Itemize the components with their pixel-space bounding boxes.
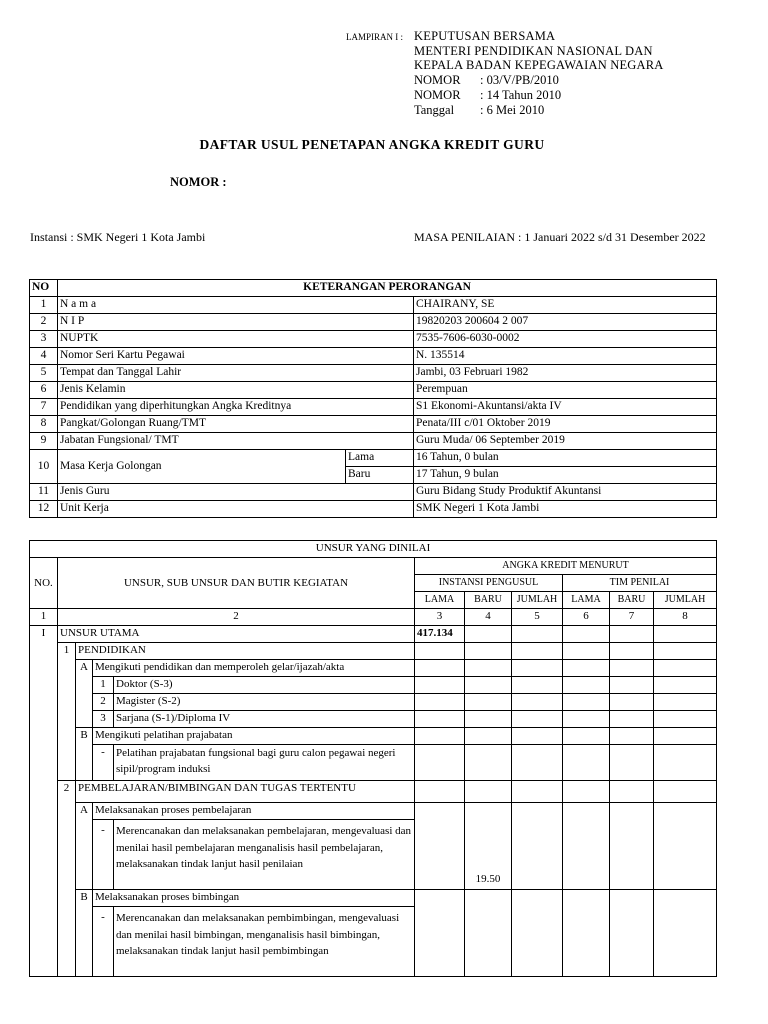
index-cell: 4 — [465, 609, 512, 626]
row-value: Penata/III c/01 Oktober 2019 — [414, 416, 717, 433]
row-no: 3 — [93, 711, 114, 728]
col-jumlah-header: JUMLAH — [654, 592, 717, 609]
masa-kerja-lama-value: 16 Tahun, 0 bulan — [414, 450, 717, 467]
table-row — [30, 450, 717, 467]
cell — [465, 728, 512, 745]
cell — [654, 677, 717, 694]
cell — [465, 660, 512, 677]
cell — [76, 677, 93, 694]
row-label: Pendidikan yang diperhitungkan Angka Kreditnya — [58, 399, 414, 416]
row-no: 9 — [30, 433, 58, 450]
cell — [415, 803, 465, 820]
table-row — [30, 382, 717, 399]
row-label: PEMBELAJARAN/BIMBINGAN DAN TUGAS TERTENTU — [76, 781, 415, 803]
table-row — [30, 331, 717, 348]
table-row — [30, 890, 717, 907]
cell — [563, 711, 610, 728]
row-label: Merencanakan dan melaksanakan pembelajaran, mengevaluasi dan menilai hasil pembelajaran menganalisis hasil pembelajaran, melaksanakan tindak lanjut hasil penilaian — [114, 820, 415, 890]
row-label: PENDIDIKAN — [76, 643, 415, 660]
row-label: Tempat dan Tanggal Lahir — [58, 365, 414, 382]
cell — [30, 803, 58, 820]
row-value: 19820203 200604 2 007 — [414, 314, 717, 331]
cell — [610, 694, 654, 711]
row-letter: B — [76, 890, 93, 907]
row-no: 4 — [30, 348, 58, 365]
cell — [563, 803, 610, 820]
cell — [415, 781, 465, 803]
table-header-row — [30, 541, 717, 558]
cell — [610, 711, 654, 728]
cell — [610, 890, 654, 907]
cell — [76, 820, 93, 890]
cell — [58, 711, 76, 728]
cell — [465, 890, 512, 907]
col-baru-header: BARU — [610, 592, 654, 609]
cell — [58, 907, 76, 977]
ref-key: NOMOR — [414, 88, 461, 102]
cell — [654, 820, 717, 890]
row-label: Jabatan Fungsional/ TMT — [58, 433, 414, 450]
cell — [654, 803, 717, 820]
unsur-utama-value: 417.134 — [415, 626, 465, 643]
cell — [30, 781, 58, 803]
row-label: N I P — [58, 314, 414, 331]
cell — [563, 728, 610, 745]
cell — [30, 694, 58, 711]
ref-key: NOMOR — [414, 73, 461, 87]
row-no: 3 — [30, 331, 58, 348]
cell — [563, 694, 610, 711]
table-row — [30, 907, 717, 977]
row-label: Melaksanakan proses pembelajaran — [93, 803, 415, 820]
table-row — [30, 348, 717, 365]
cell — [654, 643, 717, 660]
cell — [654, 660, 717, 677]
cell — [610, 803, 654, 820]
table-row — [30, 711, 717, 728]
cell — [465, 781, 512, 803]
ref-key: Tanggal — [414, 103, 455, 117]
cell — [654, 626, 717, 643]
cell — [465, 907, 512, 977]
decree-line-1: KEPUTUSAN BERSAMA — [414, 29, 556, 43]
row-label: Jenis Guru — [58, 484, 414, 501]
cell — [512, 677, 563, 694]
row-label: Unit Kerja — [58, 501, 414, 518]
cell — [465, 745, 512, 781]
index-cell: 1 — [30, 609, 58, 626]
cell — [30, 728, 58, 745]
nomor-label: NOMOR : — [170, 175, 227, 189]
masa-kerja-lama-label: Lama — [346, 450, 414, 467]
row-label: Sarjana (S-1)/Diploma IV — [114, 711, 415, 728]
col-keterangan-header: KETERANGAN PERORANGAN — [58, 280, 717, 297]
cell — [30, 711, 58, 728]
assessment-table — [29, 540, 717, 977]
cell — [563, 677, 610, 694]
cell — [610, 643, 654, 660]
cell — [58, 694, 76, 711]
cell — [58, 803, 76, 820]
cell — [415, 660, 465, 677]
row-no: 11 — [30, 484, 58, 501]
cell — [512, 781, 563, 803]
cell — [610, 728, 654, 745]
cell — [610, 745, 654, 781]
cell — [654, 728, 717, 745]
col-no-header: NO. — [30, 558, 58, 609]
table-row — [30, 626, 717, 643]
cell — [512, 711, 563, 728]
row-value: Guru Bidang Study Produktif Akuntansi — [414, 484, 717, 501]
col-lama-header: LAMA — [563, 592, 610, 609]
cell — [563, 820, 610, 890]
row-label: Pangkat/Golongan Ruang/TMT — [58, 416, 414, 433]
cell — [654, 781, 717, 803]
index-row — [30, 609, 717, 626]
table-row — [30, 820, 717, 890]
masa-kerja-baru-value: 17 Tahun, 9 bulan — [414, 467, 717, 484]
cell — [30, 745, 58, 781]
cell — [610, 781, 654, 803]
row-label: Mengikuti pelatihan prajabatan — [93, 728, 415, 745]
table-row — [30, 399, 717, 416]
decree-ref-3 — [414, 103, 544, 118]
col-ak-header: ANGKA KREDIT MENURUT — [415, 558, 717, 575]
row-dash: - — [93, 820, 114, 890]
cell — [512, 643, 563, 660]
cell — [465, 677, 512, 694]
row-label: Magister (S-2) — [114, 694, 415, 711]
row-no: 5 — [30, 365, 58, 382]
row-no: 8 — [30, 416, 58, 433]
table-row — [30, 677, 717, 694]
cell — [610, 820, 654, 890]
cell — [30, 660, 58, 677]
row-no: 1 — [93, 677, 114, 694]
cell — [76, 907, 93, 977]
row-label: Mengikuti pendidikan dan memperoleh gelar/ijazah/akta — [93, 660, 415, 677]
table-row — [30, 643, 717, 660]
row-value: Jambi, 03 Februari 1982 — [414, 365, 717, 382]
table-row — [30, 803, 717, 820]
table-row — [30, 433, 717, 450]
table-row — [30, 297, 717, 314]
table-row — [30, 501, 717, 518]
cell — [563, 626, 610, 643]
ref-value: : 6 Mei 2010 — [480, 103, 545, 117]
cell — [415, 820, 465, 890]
cell — [563, 660, 610, 677]
cell — [512, 626, 563, 643]
index-cell: 8 — [654, 609, 717, 626]
row-label: N a m a — [58, 297, 414, 314]
instansi-text: Instansi : SMK Negeri 1 Kota Jambi — [30, 230, 206, 244]
row-value: Guru Muda/ 06 September 2019 — [414, 433, 717, 450]
index-cell: 6 — [563, 609, 610, 626]
cell — [415, 745, 465, 781]
row-no: 12 — [30, 501, 58, 518]
col-unsur-header: UNSUR, SUB UNSUR DAN BUTIR KEGIATAN — [58, 558, 415, 609]
ref-value: : 03/V/PB/2010 — [480, 73, 559, 87]
row-label: UNSUR UTAMA — [58, 626, 415, 643]
cell — [58, 660, 76, 677]
cell — [415, 711, 465, 728]
row-label: Nomor Seri Kartu Pegawai — [58, 348, 414, 365]
col-no-header: NO — [30, 280, 58, 297]
row-value: SMK Negeri 1 Kota Jambi — [414, 501, 717, 518]
cell — [30, 890, 58, 907]
document-title: DAFTAR USUL PENETAPAN ANGKA KREDIT GURU — [199, 137, 545, 152]
cell — [610, 677, 654, 694]
row-label: Masa Kerja Golongan — [58, 450, 346, 484]
cell — [654, 745, 717, 781]
col-instansi-header: INSTANSI PENGUSUL — [415, 575, 563, 592]
row-value: Perempuan — [414, 382, 717, 399]
row-letter: A — [76, 660, 93, 677]
cell — [563, 907, 610, 977]
table-header-row — [30, 558, 717, 575]
personal-info-table — [29, 279, 717, 518]
cell — [654, 711, 717, 728]
table-row — [30, 365, 717, 382]
cell — [563, 890, 610, 907]
row-no: 6 — [30, 382, 58, 399]
row-letter: A — [76, 803, 93, 820]
row-no: 2 — [30, 314, 58, 331]
row-value: N. 135514 — [414, 348, 717, 365]
cell — [76, 745, 93, 781]
col-baru-header: BARU — [465, 592, 512, 609]
cell — [512, 728, 563, 745]
row-value: CHAIRANY, SE — [414, 297, 717, 314]
cell — [465, 643, 512, 660]
row-value: 7535-7606-6030-0002 — [414, 331, 717, 348]
masa-kerja-baru-label: Baru — [346, 467, 414, 484]
table-row — [30, 660, 717, 677]
cell — [76, 694, 93, 711]
index-cell: 2 — [58, 609, 415, 626]
pembelajaran-baru-value: 19.50 — [465, 820, 512, 890]
row-no: 1 — [58, 643, 76, 660]
cell — [415, 694, 465, 711]
unsur-dinilai-header: UNSUR YANG DINILAI — [30, 541, 717, 558]
row-label: Jenis Kelamin — [58, 382, 414, 399]
row-value: S1 Ekonomi-Akuntansi/akta IV — [414, 399, 717, 416]
cell — [465, 803, 512, 820]
cell — [654, 890, 717, 907]
cell — [30, 677, 58, 694]
cell — [512, 660, 563, 677]
cell — [654, 694, 717, 711]
cell — [58, 677, 76, 694]
cell — [30, 643, 58, 660]
row-label: Doktor (S-3) — [114, 677, 415, 694]
cell — [76, 711, 93, 728]
cell — [610, 626, 654, 643]
cell — [512, 907, 563, 977]
row-no: 2 — [58, 781, 76, 803]
row-no: 2 — [93, 694, 114, 711]
cell — [465, 694, 512, 711]
cell — [512, 745, 563, 781]
row-label: Merencanakan dan melaksanakan pembimbingan, mengevaluasi dan menilai hasil bimbingan, menganalisis hasil bimbingan, melaksanakan tindak lanjut hasil pembimbingan — [114, 907, 415, 977]
lampiran-label: LAMPIRAN I : — [346, 32, 404, 42]
decree-ref-2 — [414, 88, 561, 103]
row-no: 7 — [30, 399, 58, 416]
col-tim-header: TIM PENILAI — [563, 575, 717, 592]
row-dash: - — [93, 745, 114, 781]
cell — [58, 745, 76, 781]
cell — [58, 820, 76, 890]
row-letter: B — [76, 728, 93, 745]
table-row — [30, 781, 717, 803]
decree-ref-1 — [414, 73, 559, 88]
row-label: Melaksanakan proses bimbingan — [93, 890, 415, 907]
table-row — [30, 694, 717, 711]
table-row — [30, 484, 717, 501]
cell — [512, 803, 563, 820]
cell — [465, 626, 512, 643]
cell — [465, 711, 512, 728]
decree-line-2: MENTERI PENDIDIKAN NASIONAL DAN — [414, 44, 653, 58]
cell — [610, 660, 654, 677]
index-cell: 5 — [512, 609, 563, 626]
masa-penilaian-text: MASA PENILAIAN : 1 Januari 2022 s/d 31 Desember 2022 — [414, 230, 706, 244]
cell — [30, 820, 58, 890]
index-cell: 3 — [415, 609, 465, 626]
row-label: Pelatihan prajabatan fungsional bagi guru calon pegawai negeri sipil/program induksi — [114, 745, 415, 781]
table-row — [30, 745, 717, 781]
cell — [512, 694, 563, 711]
ref-value: : 14 Tahun 2010 — [480, 88, 562, 102]
cell — [30, 907, 58, 977]
cell — [512, 890, 563, 907]
cell — [654, 907, 717, 977]
index-cell: 7 — [610, 609, 654, 626]
decree-line-3: KEPALA BADAN KEPEGAWAIAN NEGARA — [414, 58, 664, 72]
table-row — [30, 416, 717, 433]
cell — [563, 781, 610, 803]
col-lama-header: LAMA — [415, 592, 465, 609]
cell — [415, 643, 465, 660]
row-no: I — [30, 626, 58, 643]
cell — [563, 643, 610, 660]
cell — [563, 745, 610, 781]
table-header-row — [30, 280, 717, 297]
row-dash: - — [93, 907, 114, 977]
table-row — [30, 314, 717, 331]
cell — [415, 728, 465, 745]
cell — [415, 890, 465, 907]
cell — [58, 728, 76, 745]
cell — [415, 907, 465, 977]
cell — [512, 820, 563, 890]
col-jumlah-header: JUMLAH — [512, 592, 563, 609]
cell — [58, 890, 76, 907]
cell — [610, 907, 654, 977]
table-row — [30, 728, 717, 745]
row-no: 10 — [30, 450, 58, 484]
cell — [415, 677, 465, 694]
row-no: 1 — [30, 297, 58, 314]
row-label: NUPTK — [58, 331, 414, 348]
